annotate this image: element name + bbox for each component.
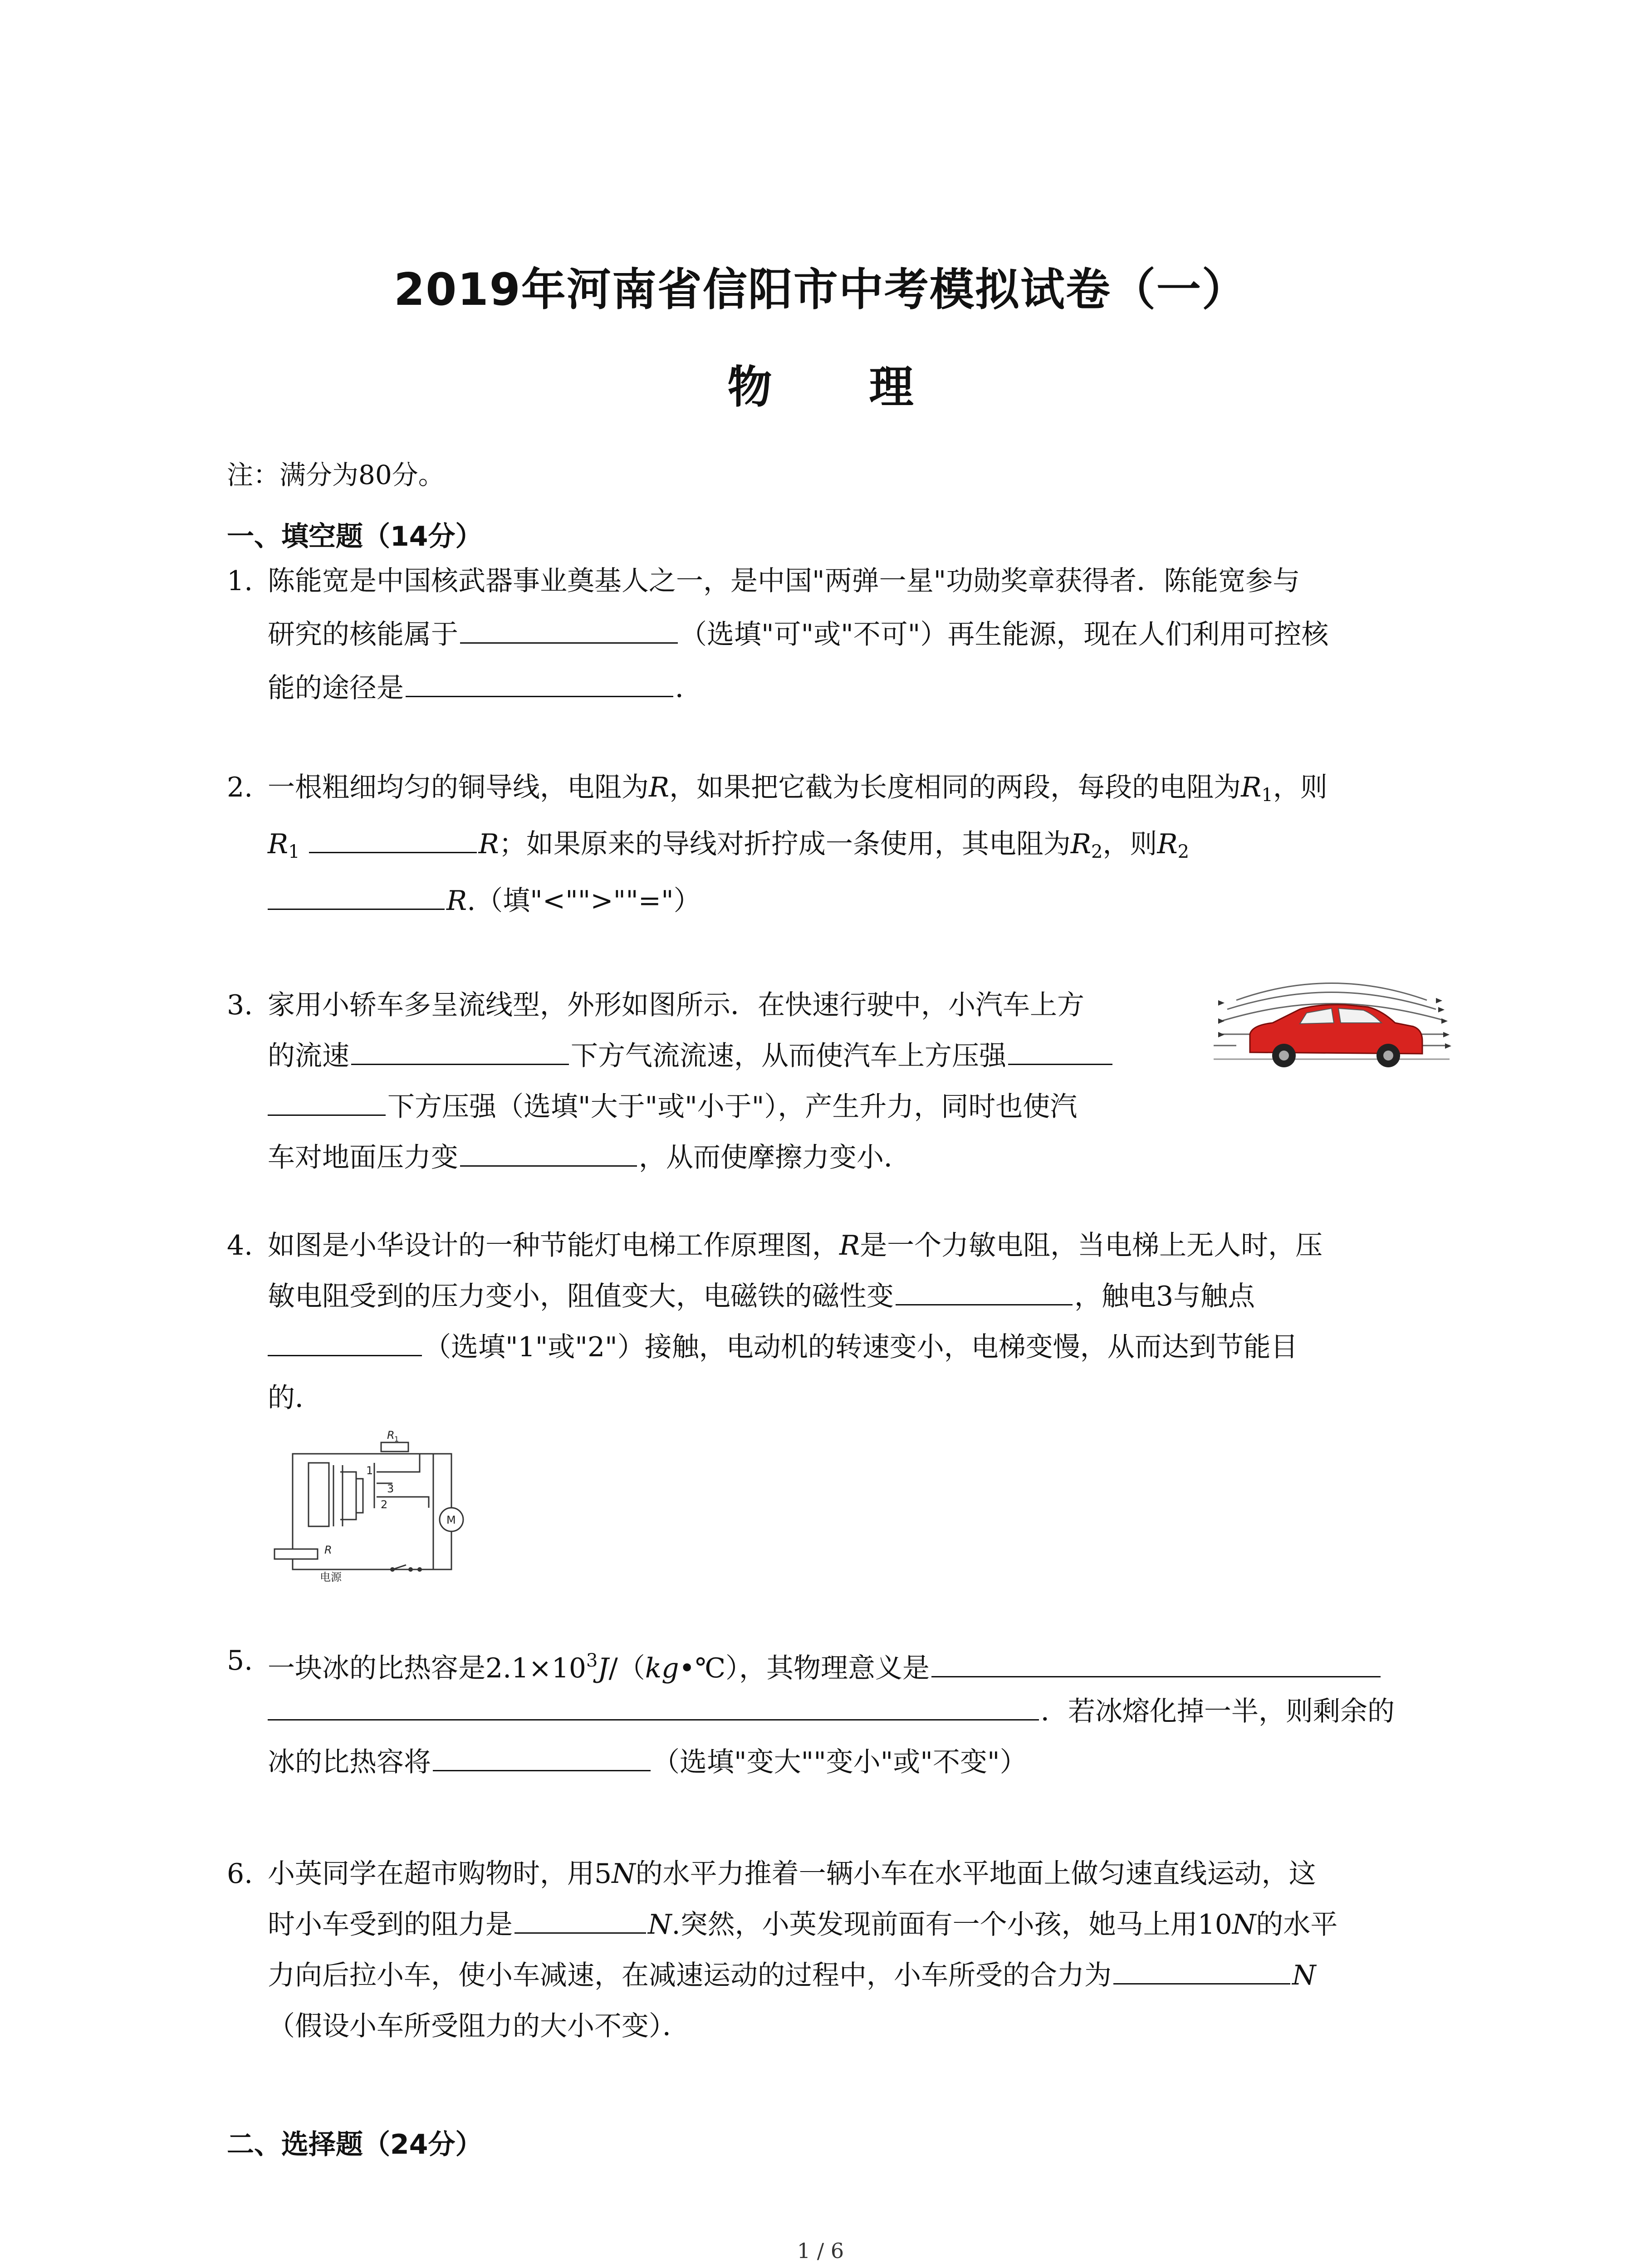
answer-blank[interactable] (406, 668, 673, 697)
q4-text: ，触电3与触点 (1074, 1281, 1255, 1312)
q2-line1 (268, 762, 1327, 821)
label-r1: R (387, 1429, 395, 1442)
q6-text: .突然，小英发现前面有一个小孩，她马上用10 (671, 1909, 1232, 1941)
q4-text: 是一个力敏电阻，当电梯上无人时，压 (860, 1230, 1323, 1261)
q2-subscript: 2 (1091, 841, 1103, 862)
answer-blank[interactable] (1008, 1036, 1112, 1065)
q2-subscript: 1 (288, 841, 300, 862)
q3-line4 (268, 1132, 911, 1183)
q3-text: 车对地面压力变 (268, 1142, 458, 1173)
q4-line3 (268, 1322, 1298, 1373)
q3-line1: 家用小轿车多呈流线型，外形如图所示．在快速行驶中，小汽车上方 (268, 989, 1084, 1021)
answer-blank[interactable] (460, 614, 678, 644)
elevator-circuit-figure (265, 1429, 474, 1583)
q2-line2 (268, 819, 1189, 877)
q5-text: 一块冰的比热容是2.1×10 (268, 1652, 587, 1684)
q3-text: 下方气流流速，从而使汽车上方压强 (571, 1040, 1006, 1072)
section-fill-in: 一、填空题（14分） (227, 521, 483, 552)
q3-text: 下方压强（选填"大于"或"小于"），产生升力，同时也使汽 (387, 1091, 1078, 1123)
q2-line3 (268, 875, 701, 926)
q2-text: ，则 (1102, 828, 1157, 860)
q6-text: 小英同学在超市购物时，用5 (268, 1858, 612, 1890)
answer-blank[interactable] (931, 1648, 1381, 1677)
answer-blank[interactable] (514, 1904, 646, 1934)
q4-text: 如图是小华设计的一种节能灯电梯工作原理图， (268, 1230, 839, 1261)
q5-text: （选填"变大""变小"或"不变"） (652, 1746, 1027, 1778)
q2-text: ；如果原来的导线对折拧成一条使用，其电阻为 (499, 828, 1071, 860)
q4-line4: 的． (268, 1382, 322, 1414)
q2-text: 一根粗细均匀的铜导线，电阻为 (268, 772, 649, 803)
q3-text: 的流速 (268, 1040, 349, 1072)
contact-3: 3 (387, 1482, 394, 1495)
q5-unit: J (598, 1652, 609, 1684)
answer-blank[interactable] (351, 1036, 569, 1065)
q5-text: ．若冰熔化掉一半，则剩余的 (1041, 1696, 1395, 1727)
q3-line3 (268, 1081, 1077, 1132)
q6-unit: N (1292, 1960, 1316, 1991)
question-number: 5. (227, 1645, 253, 1677)
q6-text: 力向后拉小车，使小车减速，在减速运动的过程中，小车所受的合力为 (268, 1960, 1112, 1991)
q3-text: ，从而使摩擦力变小． (639, 1142, 911, 1173)
streamline-car-figure (1209, 973, 1454, 1082)
page-number: 1 / 6 (797, 2239, 844, 2263)
q4-line2 (268, 1271, 1255, 1322)
q5-superscript: 3 (586, 1650, 598, 1671)
q1-line2 (268, 609, 1328, 660)
answer-blank[interactable] (433, 1742, 651, 1771)
answer-blank[interactable] (1113, 1955, 1290, 1984)
q5-text: /（ (608, 1652, 645, 1684)
q1-text: 研究的核能属于 (268, 619, 458, 650)
answer-blank[interactable] (268, 1086, 386, 1116)
q5-line3 (268, 1737, 1027, 1788)
power-label: 电源 (320, 1571, 342, 1583)
q5-text: 冰的比热容将 (268, 1746, 431, 1778)
q4-text: （选填"1"或"2"）接触，电动机的转速变小，电梯变慢，从而达到节能目 (424, 1331, 1298, 1363)
q6-line3 (268, 1950, 1316, 2001)
score-note: 注：满分为80分。 (227, 459, 445, 490)
q6-unit: N (1232, 1909, 1256, 1941)
label-r1-sub: 1 (394, 1435, 399, 1443)
question-number: 1. (227, 565, 253, 597)
subject-title: 物 理 (727, 362, 955, 413)
q6-text: 的水平力推着一辆小车在水平地面上做匀速直线运动，这 (635, 1858, 1316, 1890)
q2-subscript: 2 (1177, 841, 1190, 862)
label-r: R (324, 1544, 332, 1556)
exam-title: 2019年河南省信阳市中考模拟试卷（一） (394, 264, 1247, 316)
question-number: 3. (227, 989, 253, 1021)
q2-var: R (478, 828, 499, 860)
q3-line2 (268, 1031, 1114, 1081)
answer-blank[interactable] (268, 1327, 422, 1356)
q2-var: R (446, 885, 467, 917)
q6-line1 (268, 1848, 1316, 1899)
contact-2: 2 (381, 1498, 388, 1511)
section-choice: 二、选择题（24分） (227, 2129, 483, 2160)
q2-text: .（填"<"">""="） (467, 885, 701, 917)
contact-1: 1 (366, 1464, 373, 1477)
q5-unit: kg (645, 1652, 679, 1684)
q2-var: R (1070, 828, 1092, 860)
q6-line4: （假设小车所受阻力的大小不变）． (268, 2010, 690, 2042)
q2-var: R (1157, 828, 1178, 860)
q2-text: ，如果把它截为长度相同的两段，每段的电阻为 (669, 772, 1241, 803)
q4-var: R (839, 1230, 860, 1261)
q6-line2 (268, 1899, 1337, 1950)
q5-text: •℃），其物理意义是 (679, 1652, 930, 1684)
q2-var: R (1241, 772, 1262, 803)
q5-line1 (268, 1635, 1382, 1694)
q2-var: R (649, 772, 670, 803)
answer-blank[interactable] (896, 1276, 1073, 1305)
q2-text: ，则 (1273, 772, 1327, 803)
question-number: 6. (227, 1858, 253, 1890)
q4-text: 敏电阻受到的压力变小，阻值变大，电磁铁的磁性变 (268, 1281, 894, 1312)
q1-text: ． (675, 672, 702, 704)
q2-subscript: 1 (1261, 785, 1273, 806)
question-number: 4. (227, 1230, 253, 1261)
answer-blank[interactable] (460, 1137, 637, 1167)
motor-label: M (446, 1514, 456, 1526)
q4-line1 (268, 1220, 1323, 1271)
q1-text: （选填"可"或"不可"）再生能源，现在人们利用可控核 (680, 619, 1329, 650)
answer-blank[interactable] (309, 824, 477, 853)
q1-line3 (268, 663, 702, 714)
answer-blank[interactable] (268, 1691, 1039, 1721)
q1-text: 能的途径是 (268, 672, 404, 704)
question-number: 2. (227, 772, 253, 803)
answer-blank[interactable] (268, 880, 445, 910)
q6-unit: N (648, 1909, 672, 1941)
q6-text: 的水平 (1256, 1909, 1338, 1941)
q6-unit: N (612, 1858, 636, 1890)
q5-line2 (268, 1686, 1395, 1737)
q2-var: R (268, 828, 289, 860)
q1-line1: 陈能宽是中国核武器事业奠基人之一，是中国"两弹一星"功勋奖章获得者．陈能宽参与 (268, 565, 1300, 597)
q6-text: 时小车受到的阻力是 (268, 1909, 513, 1941)
